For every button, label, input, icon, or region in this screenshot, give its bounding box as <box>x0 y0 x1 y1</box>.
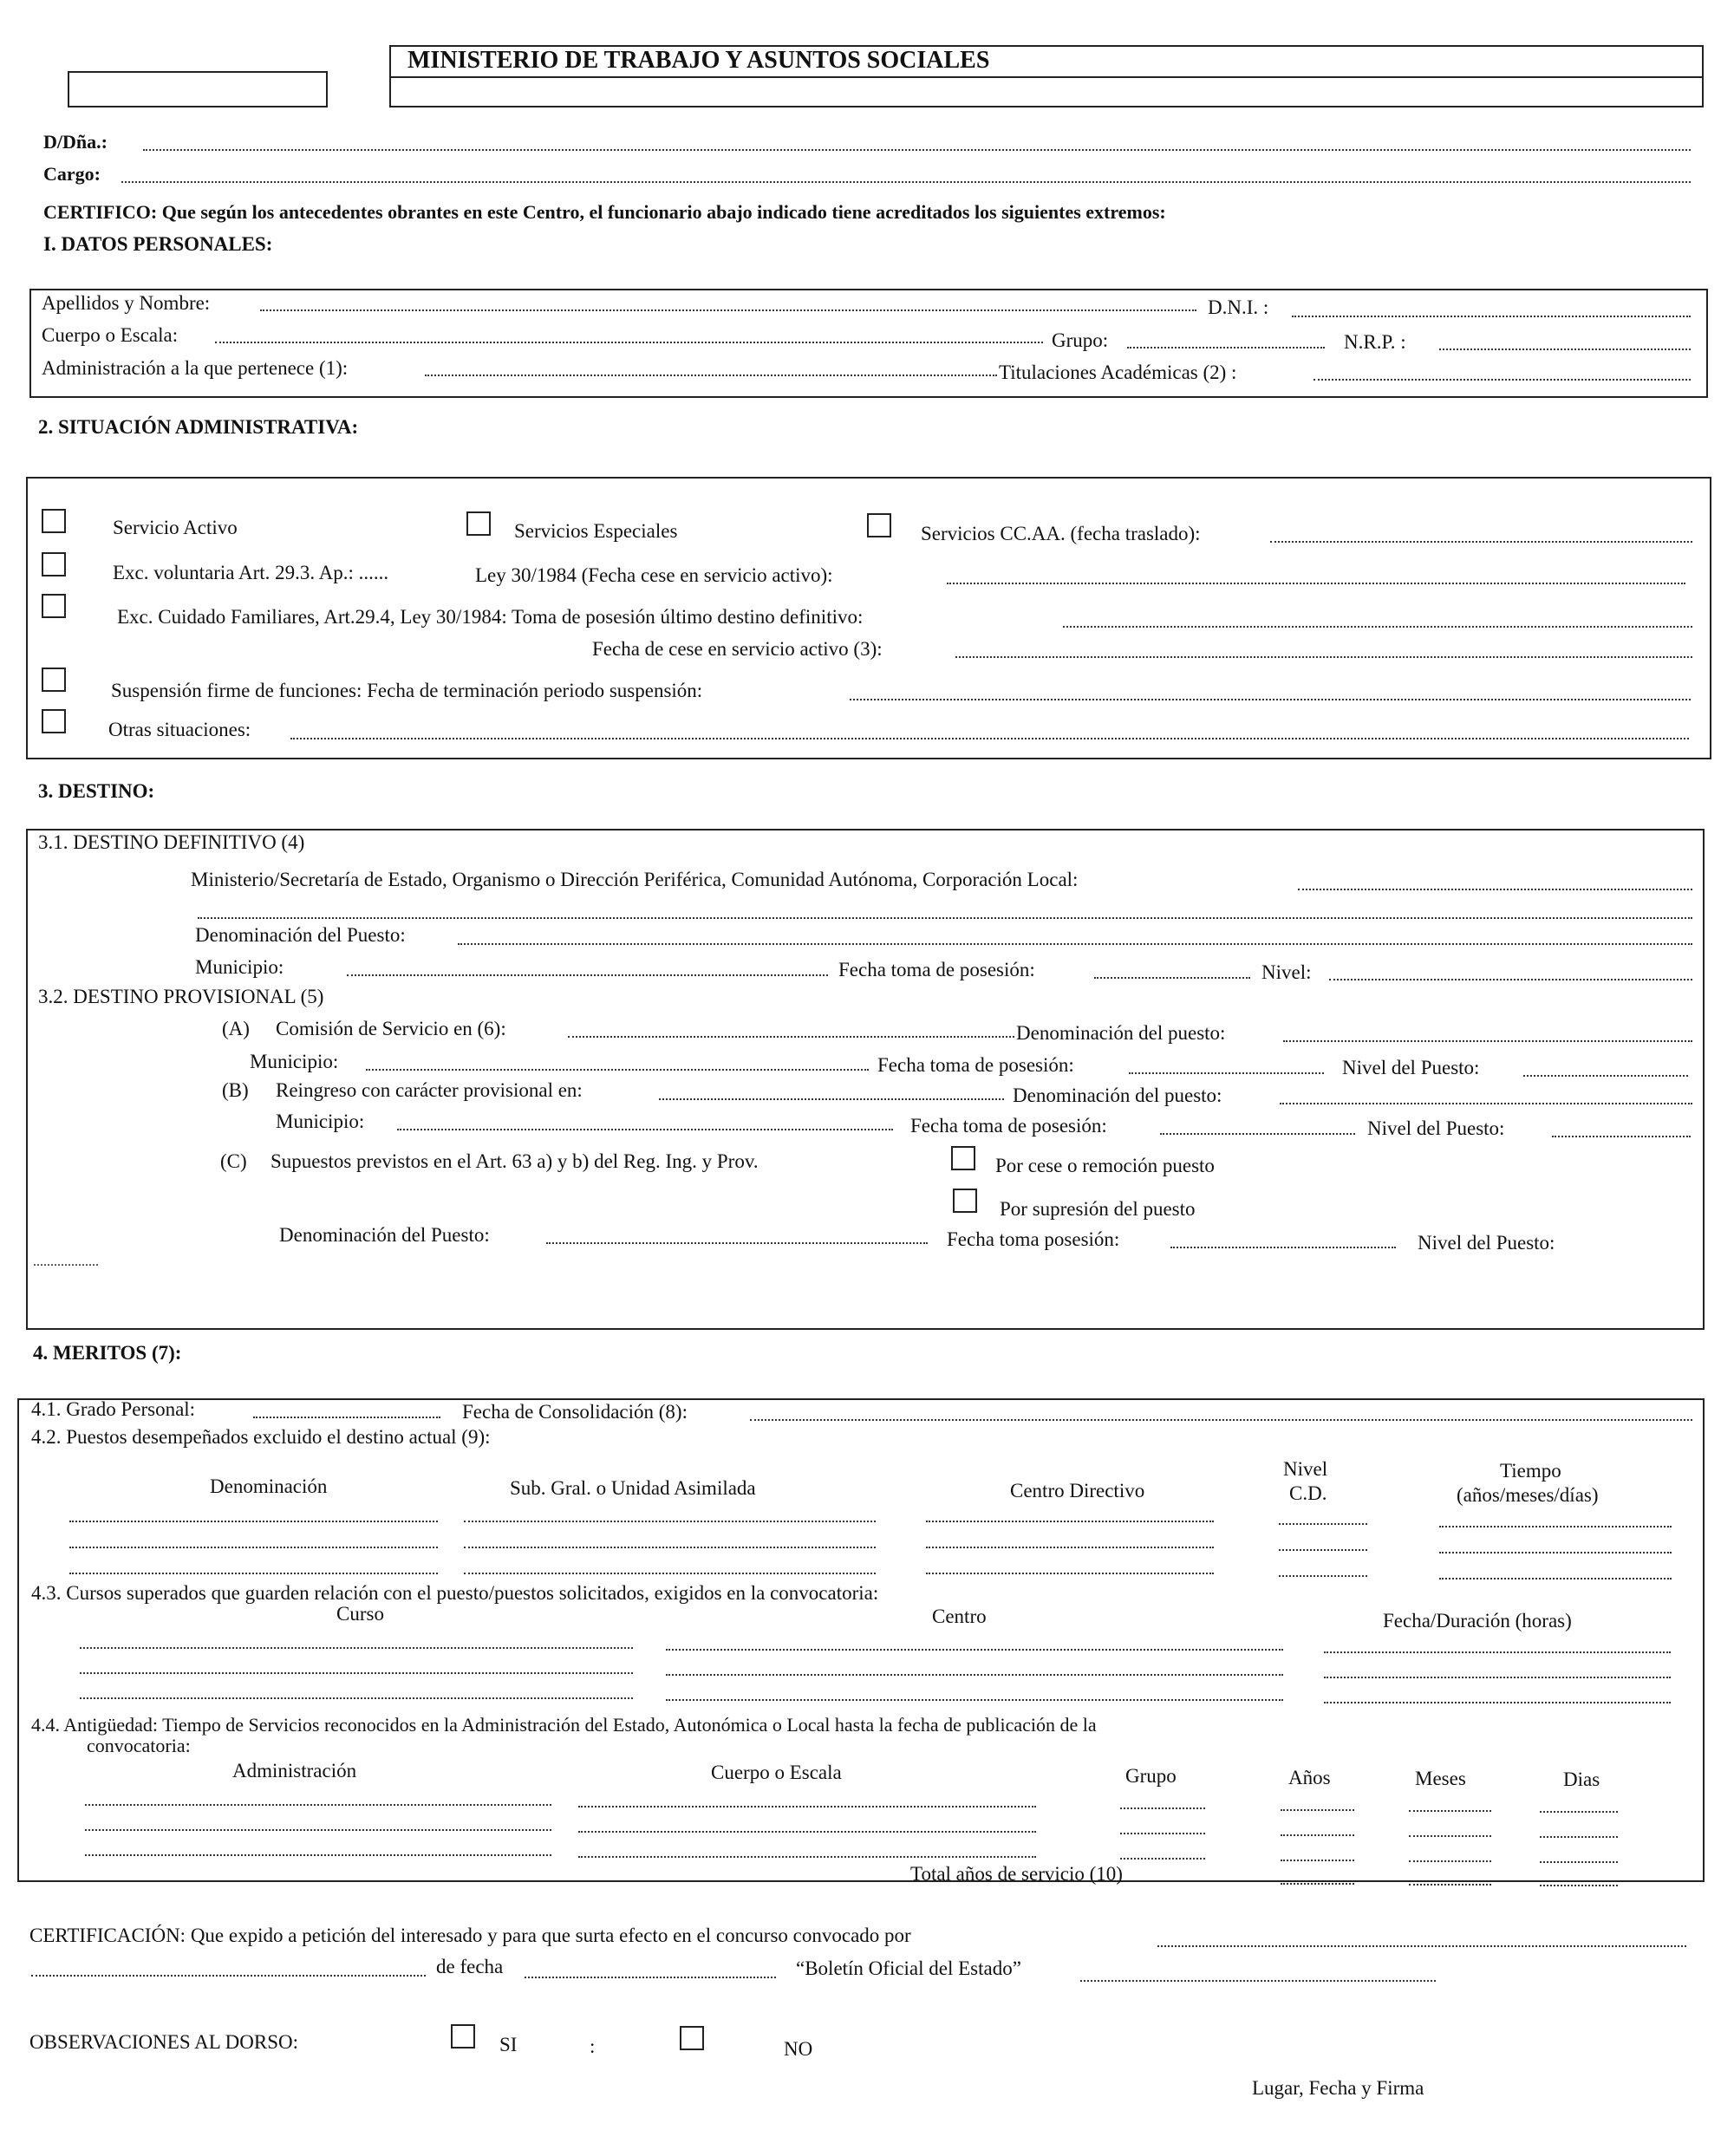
a-denominacion-field[interactable] <box>1283 1040 1692 1042</box>
antiguedad-label-2: convocatoria: <box>87 1735 191 1756</box>
grado-field[interactable] <box>253 1417 440 1418</box>
cursos-row-1-centro[interactable] <box>666 1649 1283 1651</box>
ministry-title: MINISTERIO DE TRABAJO Y ASUNTOS SOCIALES <box>407 47 990 74</box>
cargo-label: Cargo: <box>43 163 101 185</box>
cursos-row-3-curso[interactable] <box>80 1697 633 1699</box>
antiguedad-row-3-cuerpo[interactable] <box>578 1856 1036 1858</box>
servicios-especiales-checkbox[interactable] <box>466 511 491 536</box>
col-meses: Meses <box>1415 1768 1466 1789</box>
cursos-row-1-fecha[interactable] <box>1324 1651 1671 1653</box>
boletin-label: “Boletín Oficial del Estado” <box>796 1957 1021 1979</box>
puestos-label: 4.2. Puestos desempeñados excluido el destino actual (9): <box>31 1426 491 1448</box>
lugar-fecha-firma: Lugar, Fecha y Firma <box>1252 2077 1424 2099</box>
cursos-row-2-curso[interactable] <box>80 1672 633 1674</box>
fecha-cese-label: Fecha de cese en servicio activo (3): <box>592 638 883 660</box>
antiguedad-row-3-anos[interactable] <box>1281 1860 1354 1861</box>
col-curso: Curso <box>336 1603 384 1625</box>
col-dias: Dias <box>1563 1768 1600 1790</box>
exc-cuidado-checkbox[interactable] <box>42 594 66 618</box>
c-denominacion-label: Denominación del Puesto: <box>279 1224 490 1246</box>
puestos-row-3-subgral[interactable] <box>464 1573 876 1574</box>
puestos-row-1-denominacion[interactable] <box>69 1521 438 1522</box>
total-anos-field[interactable] <box>1281 1883 1354 1885</box>
nrp-label: N.R.P. : <box>1344 331 1406 353</box>
nivel-field[interactable] <box>1329 979 1692 980</box>
antiguedad-row-2-cuerpo[interactable] <box>578 1831 1036 1833</box>
a-denominacion-label: Denominación del puesto: <box>1016 1022 1226 1044</box>
cuerpo-label: Cuerpo o Escala: <box>42 324 179 346</box>
cursos-row-3-fecha[interactable] <box>1324 1702 1671 1703</box>
puestos-row-1-nivel[interactable] <box>1279 1523 1367 1525</box>
cursos-row-2-fecha[interactable] <box>1324 1677 1671 1678</box>
antiguedad-label: 4.4. Antigüedad: Tiempo de Servicios reconocidos en la Administración del Estado, Autonómica o Local hasta la fecha de publicación de la <box>31 1714 1097 1736</box>
puestos-row-1-centro[interactable] <box>926 1521 1214 1522</box>
comision-field[interactable] <box>568 1036 1014 1038</box>
cursos-row-1-curso[interactable] <box>80 1647 633 1649</box>
suspension-checkbox[interactable] <box>42 668 66 692</box>
antiguedad-row-3-grupo[interactable] <box>1120 1858 1205 1860</box>
total-dias-field[interactable] <box>1540 1885 1618 1886</box>
puestos-row-3-denominacion[interactable] <box>69 1573 438 1574</box>
observaciones-si-checkbox[interactable] <box>451 2024 475 2049</box>
col-administracion: Administración <box>232 1760 357 1781</box>
observaciones-label: OBSERVACIONES AL DORSO: <box>29 2031 298 2053</box>
b-municipio-label: Municipio: <box>276 1111 365 1132</box>
b-nivel-label: Nivel del Puesto: <box>1367 1117 1505 1139</box>
fecha-cese-field[interactable] <box>955 656 1692 658</box>
antiguedad-row-2-grupo[interactable] <box>1120 1833 1205 1834</box>
suspension-field[interactable] <box>850 699 1691 700</box>
col-nivel: Nivel <box>1283 1458 1328 1480</box>
b-fecha-label: Fecha toma de posesión: <box>910 1115 1107 1137</box>
destino-provisional-label: 3.2. DESTINO PROVISIONAL (5) <box>38 986 324 1007</box>
b-fecha-field[interactable] <box>1160 1133 1355 1135</box>
supresion-label: Por supresión del puesto <box>1000 1198 1196 1220</box>
section-1-title: I. DATOS PERSONALES: <box>43 233 273 255</box>
cuerpo-field[interactable] <box>215 342 1043 343</box>
c-nivel-label: Nivel del Puesto: <box>1418 1232 1555 1254</box>
servicios-ccaa-checkbox[interactable] <box>867 513 891 537</box>
total-meses-field[interactable] <box>1409 1884 1491 1886</box>
fecha-consolidacion-field[interactable] <box>750 1419 1692 1421</box>
c-denominacion-field[interactable] <box>546 1242 928 1244</box>
administracion-field[interactable] <box>425 375 997 376</box>
col-grupo: Grupo <box>1125 1765 1177 1787</box>
c-fecha-label: Fecha toma posesión: <box>947 1228 1120 1250</box>
servicio-activo-checkbox[interactable] <box>42 509 66 533</box>
otras-situaciones-checkbox[interactable] <box>42 709 66 733</box>
ministerio-field-2[interactable] <box>198 917 1692 919</box>
b-denominacion-field[interactable] <box>1280 1103 1692 1104</box>
puestos-row-1-tiempo[interactable] <box>1439 1526 1672 1527</box>
reingreso-label: Reingreso con carácter provisional en: <box>276 1079 583 1101</box>
ministry-title-divider <box>389 76 1702 78</box>
municipio-field[interactable] <box>347 974 828 976</box>
cese-remocion-checkbox[interactable] <box>951 1146 975 1170</box>
cursos-row-3-centro[interactable] <box>666 1699 1283 1701</box>
section-1-box <box>29 289 1708 398</box>
option-b-letter: (B) <box>222 1079 249 1101</box>
exc-voluntaria-checkbox[interactable] <box>42 552 66 576</box>
titulaciones-field[interactable] <box>1314 379 1691 381</box>
de-fecha-label: de fecha <box>436 1956 504 1977</box>
grupo-label: Grupo: <box>1052 329 1109 351</box>
fecha-consolidacion-label: Fecha de Consolidación (8): <box>462 1401 688 1423</box>
section-4-title: 4. MERITOS (7): <box>33 1342 182 1364</box>
col-nivel-cd: C.D. <box>1289 1482 1327 1504</box>
col-tiempo-unidades: (años/meses/días) <box>1457 1484 1599 1506</box>
nrp-field[interactable] <box>1439 348 1691 350</box>
col-centro-directivo: Centro Directivo <box>1010 1480 1145 1501</box>
otras-situaciones-label: Otras situaciones: <box>108 719 251 740</box>
col-tiempo: Tiempo <box>1500 1460 1561 1482</box>
servicios-ccaa-label: Servicios CC.AA. (fecha traslado): <box>921 523 1201 544</box>
section-2-title: 2. SITUACIÓN ADMINISTRATIVA: <box>38 416 359 438</box>
municipio-label: Municipio: <box>195 956 284 978</box>
antiguedad-row-3-meses[interactable] <box>1409 1860 1491 1862</box>
antiguedad-row-2-administracion[interactable] <box>85 1829 551 1831</box>
a-fecha-label: Fecha toma de posesión: <box>877 1054 1074 1076</box>
antiguedad-row-1-cuerpo[interactable] <box>578 1806 1036 1808</box>
observaciones-si-label: SI <box>499 2034 518 2055</box>
puestos-row-3-tiempo[interactable] <box>1439 1578 1672 1580</box>
dni-label: D.N.I. : <box>1208 296 1269 318</box>
dona-label: D/Dña.: <box>43 131 108 153</box>
c-nivel-trailing-dots: ................... <box>33 1254 99 1269</box>
certificacion-concurso-field[interactable] <box>31 1975 426 1977</box>
cursos-row-2-centro[interactable] <box>666 1674 1283 1676</box>
exc-voluntaria-field[interactable] <box>947 583 1685 584</box>
cese-remocion-label: Por cese o remoción puesto <box>995 1155 1215 1176</box>
observaciones-no-label: NO <box>784 2038 813 2060</box>
antiguedad-row-3-dias[interactable] <box>1540 1861 1618 1863</box>
fecha-toma-field[interactable] <box>1094 977 1250 979</box>
puestos-row-2-nivel[interactable] <box>1279 1549 1367 1551</box>
col-subgral: Sub. Gral. o Unidad Asimilada <box>510 1477 756 1499</box>
certifico-text: CERTIFICO: Que según los antecedentes obrantes en este Centro, el funcionario abajo indicado tiene acreditados los siguientes extremos: <box>43 201 1166 223</box>
reingreso-field[interactable] <box>659 1098 1004 1100</box>
apellidos-field[interactable] <box>260 309 1196 311</box>
col-anos: Años <box>1288 1767 1331 1788</box>
puestos-row-2-centro[interactable] <box>926 1547 1214 1548</box>
apellidos-label: Apellidos y Nombre: <box>42 292 211 314</box>
denominacion-puesto-label: Denominación del Puesto: <box>195 924 406 946</box>
cursos-label: 4.3. Cursos superados que guarden relación con el puesto/puestos solicitados, exigidos en la convocatoria: <box>31 1582 879 1604</box>
de-fecha-field[interactable] <box>525 1977 776 1978</box>
a-municipio-field[interactable] <box>366 1069 869 1071</box>
puestos-row-2-tiempo[interactable] <box>1439 1552 1672 1553</box>
ministerio-label: Ministerio/Secretaría de Estado, Organismo o Dirección Periférica, Comunidad Autónoma, Corporación Local: <box>191 869 1079 890</box>
puestos-row-2-subgral[interactable] <box>464 1547 876 1548</box>
antiguedad-row-1-grupo[interactable] <box>1120 1808 1205 1809</box>
b-denominacion-label: Denominación del puesto: <box>1013 1085 1222 1106</box>
certificacion-convocado-field[interactable] <box>1157 1945 1686 1947</box>
option-a-letter: (A) <box>222 1018 250 1039</box>
observaciones-separator: : <box>590 2035 596 2057</box>
antiguedad-row-1-administracion[interactable] <box>85 1804 551 1806</box>
supresion-checkbox[interactable] <box>953 1189 977 1213</box>
antiguedad-row-1-dias[interactable] <box>1540 1811 1618 1813</box>
option-c-letter: (C) <box>220 1150 247 1172</box>
c-fecha-field[interactable] <box>1170 1247 1396 1248</box>
administracion-label: Administración a la que pertenece (1): <box>42 357 349 379</box>
denominacion-puesto-field[interactable] <box>458 943 1692 945</box>
ministerio-field[interactable] <box>1298 889 1692 890</box>
col-cuerpo: Cuerpo o Escala <box>711 1762 842 1783</box>
observaciones-no-checkbox[interactable] <box>680 2026 704 2050</box>
grupo-field[interactable] <box>1127 347 1325 348</box>
a-nivel-label: Nivel del Puesto: <box>1342 1057 1480 1078</box>
suspension-label: Suspensión firme de funciones: Fecha de terminación periodo suspensión: <box>111 680 703 701</box>
section-3-title: 3. DESTINO: <box>38 780 155 802</box>
otras-situaciones-field[interactable] <box>290 738 1689 739</box>
b-nivel-field[interactable] <box>1552 1136 1691 1137</box>
b-municipio-field[interactable] <box>397 1129 893 1130</box>
antiguedad-row-1-anos[interactable] <box>1281 1809 1354 1811</box>
supuestos-label: Supuestos previstos en el Art. 63 a) y b) del Reg. Ing. y Prov. <box>271 1150 759 1172</box>
registration-stamp-box <box>68 71 328 107</box>
exc-cuidado-field[interactable] <box>1063 626 1692 628</box>
total-anos-label: Total años de servicio (10) <box>910 1863 1123 1885</box>
a-municipio-label: Municipio: <box>250 1051 339 1072</box>
a-fecha-field[interactable] <box>1129 1072 1324 1074</box>
puestos-row-3-centro[interactable] <box>926 1573 1214 1574</box>
a-nivel-field[interactable] <box>1523 1075 1688 1077</box>
exc-voluntaria-label-b: Ley 30/1984 (Fecha cese en servicio activo): <box>475 564 833 586</box>
grado-label: 4.1. Grado Personal: <box>31 1398 196 1420</box>
col-denominacion: Denominación <box>210 1475 328 1497</box>
dona-field[interactable] <box>143 149 1691 151</box>
col-centro: Centro <box>932 1606 987 1627</box>
antiguedad-row-2-anos[interactable] <box>1281 1834 1354 1836</box>
antiguedad-row-1-meses[interactable] <box>1409 1810 1491 1812</box>
puestos-row-2-denominacion[interactable] <box>69 1547 438 1548</box>
puestos-row-3-nivel[interactable] <box>1279 1575 1367 1577</box>
col-fecha-duracion: Fecha/Duración (horas) <box>1383 1610 1572 1632</box>
exc-voluntaria-label-a: Exc. voluntaria Art. 29.3. Ap.: ...... <box>113 562 389 583</box>
antiguedad-row-2-dias[interactable] <box>1540 1836 1618 1838</box>
dni-field[interactable] <box>1292 316 1691 317</box>
servicios-especiales-label: Servicios Especiales <box>514 520 678 542</box>
exc-cuidado-label: Exc. Cuidado Familiares, Art.29.4, Ley 30/1984: Toma de posesión último destino definitivo: <box>117 606 864 628</box>
fecha-toma-label: Fecha toma de posesión: <box>838 959 1035 980</box>
antiguedad-row-3-administracion[interactable] <box>85 1854 551 1856</box>
titulaciones-label: Titulaciones Académicas (2) : <box>999 362 1237 383</box>
nivel-label: Nivel: <box>1261 961 1312 983</box>
comision-label: Comisión de Servicio en (6): <box>276 1018 506 1039</box>
boletin-field[interactable] <box>1080 1980 1436 1982</box>
puestos-row-1-subgral[interactable] <box>464 1521 876 1522</box>
antiguedad-row-2-meses[interactable] <box>1409 1835 1491 1837</box>
certificacion-label: CERTIFICACIÓN: Que expido a petición del interesado y para que surta efecto en el concurso convocado por <box>29 1925 911 1946</box>
destino-definitivo-label: 3.1. DESTINO DEFINITIVO (4) <box>38 831 305 853</box>
servicio-activo-label: Servicio Activo <box>113 517 238 538</box>
cargo-field[interactable] <box>121 181 1691 183</box>
servicios-ccaa-field[interactable] <box>1270 541 1692 543</box>
